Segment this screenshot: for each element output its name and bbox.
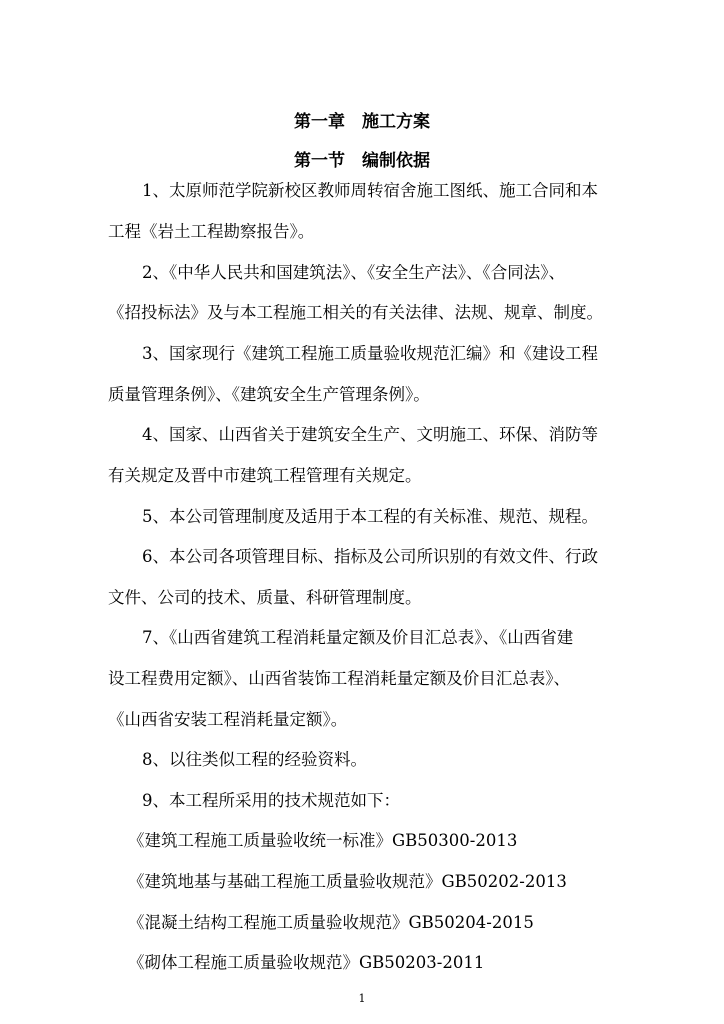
paragraph-line: 文件、公司的技术、质量、科研管理制度。	[108, 588, 422, 607]
paragraph-line: 质量管理条例》、《建筑安全生产管理条例》。	[108, 385, 430, 404]
paragraph-line: 《山西省安装工程消耗量定额》。	[108, 710, 348, 729]
paragraph-line: 工程《岩土工程勘察报告》。	[108, 222, 315, 241]
paragraph-line: 4、国家、山西省关于建筑安全生产、文明施工、环保、消防等	[142, 425, 598, 444]
paragraph-line: 1、太原师范学院新校区教师周转宿舍施工图纸、施工合同和本	[142, 181, 598, 200]
standard-line: 《砌体工程施工质量验收规范》GB50203-2011	[128, 953, 485, 972]
paragraph-line: 8、以往类似工程的经验资料。	[142, 750, 367, 769]
paragraph-line: 2、《中华人民共和国建筑法》、《安全生产法》、《合同法》、	[142, 263, 565, 282]
page-number: 1	[358, 992, 366, 1005]
paragraph-line: 9、本工程所采用的技术规范如下：	[142, 791, 400, 810]
paragraph-line: 5、本公司管理制度及适用于本工程的有关标准、规范、规程。	[142, 507, 598, 526]
paragraph-line: 《招投标法》及与本工程施工相关的有关法律、法规、规章、制度。	[108, 303, 603, 322]
standard-line: 《建筑地基与基础工程施工质量验收规范》GB50202-2013	[128, 872, 567, 891]
section-title: 第一节 编制依据	[294, 151, 430, 171]
standard-line: 《混凝土结构工程施工质量验收规范》GB50204-2015	[128, 913, 534, 932]
paragraph-line: 有关规定及晋中市建筑工程管理有关规定。	[108, 466, 422, 485]
paragraph-line: 设工程费用定额》、山西省装饰工程消耗量定额及价目汇总表》、	[108, 669, 570, 688]
paragraph-line: 3、国家现行《建筑工程施工质量验收规范汇编》和《建设工程	[142, 344, 598, 363]
standard-line: 《建筑工程施工质量验收统一标准》GB50300-2013	[128, 831, 518, 850]
paragraph-line: 7、《山西省建筑工程消耗量定额及价目汇总表》、《山西省建	[142, 628, 574, 647]
chapter-title: 第一章 施工方案	[294, 112, 430, 132]
paragraph-line: 6、本公司各项管理目标、指标及公司所识别的有效文件、行政	[142, 547, 598, 566]
